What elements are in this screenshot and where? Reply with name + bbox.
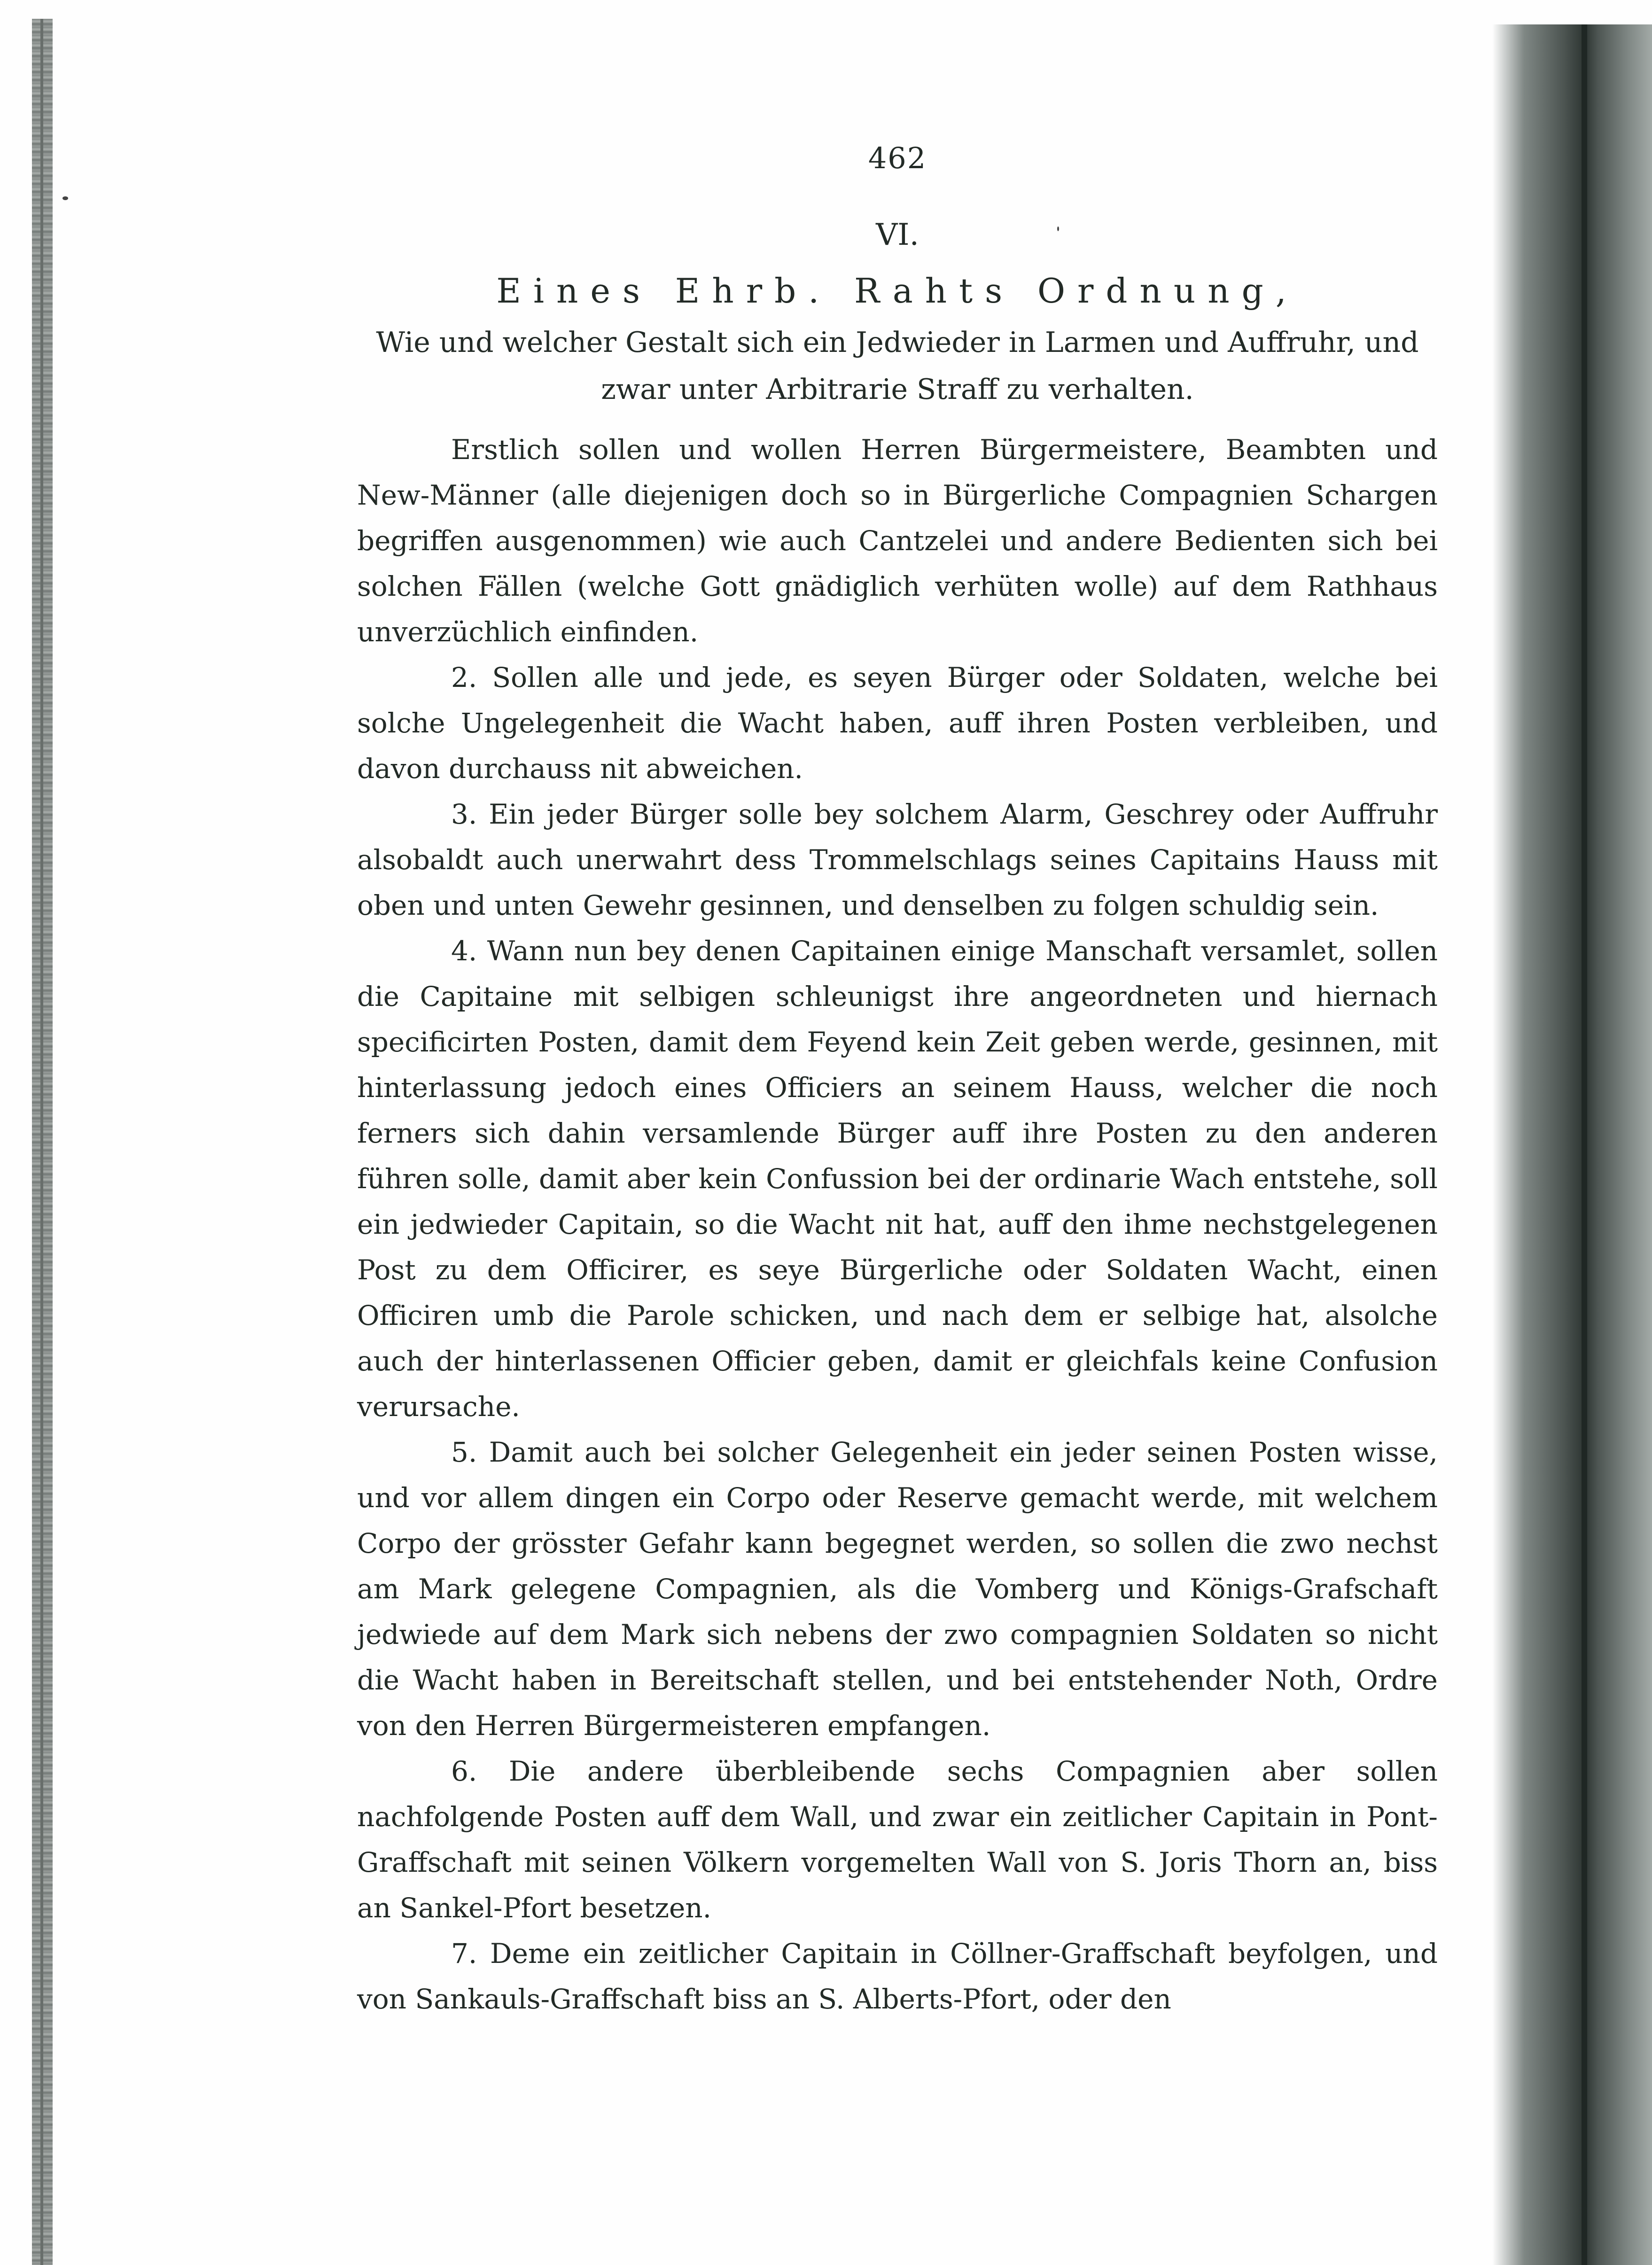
page-number: 462 bbox=[868, 141, 927, 175]
paragraph-4: 4. Wann nun bey denen Capitainen einige Manschaft versamlet, sollen die Capitaine mit selbigen schleunigst ihre angeordneten und hiernach specificirten Posten, damit dem Feyend kein Zeit geben werde, gesinnen, mit hinterlassung jedoch eines Officiers an seinem Hauss, welcher die noch ferners sich dahin versamlende Bürger auff ihre Posten zu den anderen führen solle, damit aber kein Confussion bei der ordinarie Wach entstehe, soll ein jedwieder Capitain, so die Wacht nit hat, auff den ihme nechstgelegenen Post zu dem Officirer, es seye Bürgerliche oder Soldaten Wacht, einen Officiren umb die Parole schicken, und nach dem er selbige hat, alsolche auch der hinterlassenen Officier geben, damit er gleichfals keine Confusion verursache. bbox=[357, 935, 1438, 1423]
scan-gutter-shadow-right bbox=[1492, 24, 1652, 2265]
scan-binding-edge-left bbox=[32, 19, 53, 2265]
document-title: Eines Ehrb. Rahts Ordnung, bbox=[496, 271, 1299, 311]
scan-speck bbox=[62, 196, 68, 200]
paragraph-3: 3. Ein jeder Bürger solle bey solchem Alarm, Geschrey oder Auffruhr alsobaldt auch unerwahrt dess Trommelschlags seines Capitains Hauss mit oben und unten Gewehr gesinnen, und denselben zu folgen schuldig sein. bbox=[357, 798, 1438, 921]
paragraph-intro: Erstlich sollen und wollen Herren Bürgermeistere, Beambten und New-Männer (alle diejenigen doch so in Bürgerliche Compagnien Schargen begriffen ausgenommen) wie auch Cantzelei und andere Bedienten sich bei solchen Fällen (welche Gott gnädiglich verhüten wolle) auf dem Rathhaus unverzüchlich einfinden. bbox=[357, 434, 1438, 648]
document-subtitle: Wie und welcher Gestalt sich ein Jedwieder in Larmen und Auffruhr, und zwar unter Arbitrarie Straff zu verhalten. bbox=[376, 326, 1419, 406]
section-number: VI. bbox=[876, 218, 919, 252]
paragraph-6: 6. Die andere überbleibende sechs Compagnien aber sollen nachfolgende Posten auff dem Wall, und zwar ein zeitlicher Capitain in Pont-Graffschaft mit seinen Völkern vorgemelten Wall von S. Joris Thorn an, biss an Sankel-Pfort besetzen. bbox=[357, 1755, 1438, 1924]
paragraph-2: 2. Sollen alle und jede, es seyen Bürger oder Soldaten, welche bei solche Ungelegenheit die Wacht haben, auff ihren Posten verbleiben, und davon durchauss nit abweichen. bbox=[357, 662, 1438, 785]
paragraph-5: 5. Damit auch bei solcher Gelegenheit ein jeder seinen Posten wisse, und vor allem dingen ein Corpo oder Reserve gemacht werde, mit welchem Corpo der grösster Gefahr kann begegnet werden, so sollen die zwo nechst am Mark gelegene Compagnien, als die Vomberg und Königs-Grafschaft jedwiede auf dem Mark sich nebens der zwo compagnien Soldaten so nicht die Wacht haben in Bereitschaft stellen, und bei entstehender Noth, Ordre von den Herren Bürgermeisteren empfangen. bbox=[357, 1436, 1438, 1742]
document-page bbox=[357, 141, 1438, 2022]
paragraph-7: 7. Deme ein zeitlicher Capitain in Cöllner-Graffschaft beyfolgen, und von Sankauls-Graffschaft biss an S. Alberts-Pfort, oder den bbox=[357, 1938, 1438, 2015]
